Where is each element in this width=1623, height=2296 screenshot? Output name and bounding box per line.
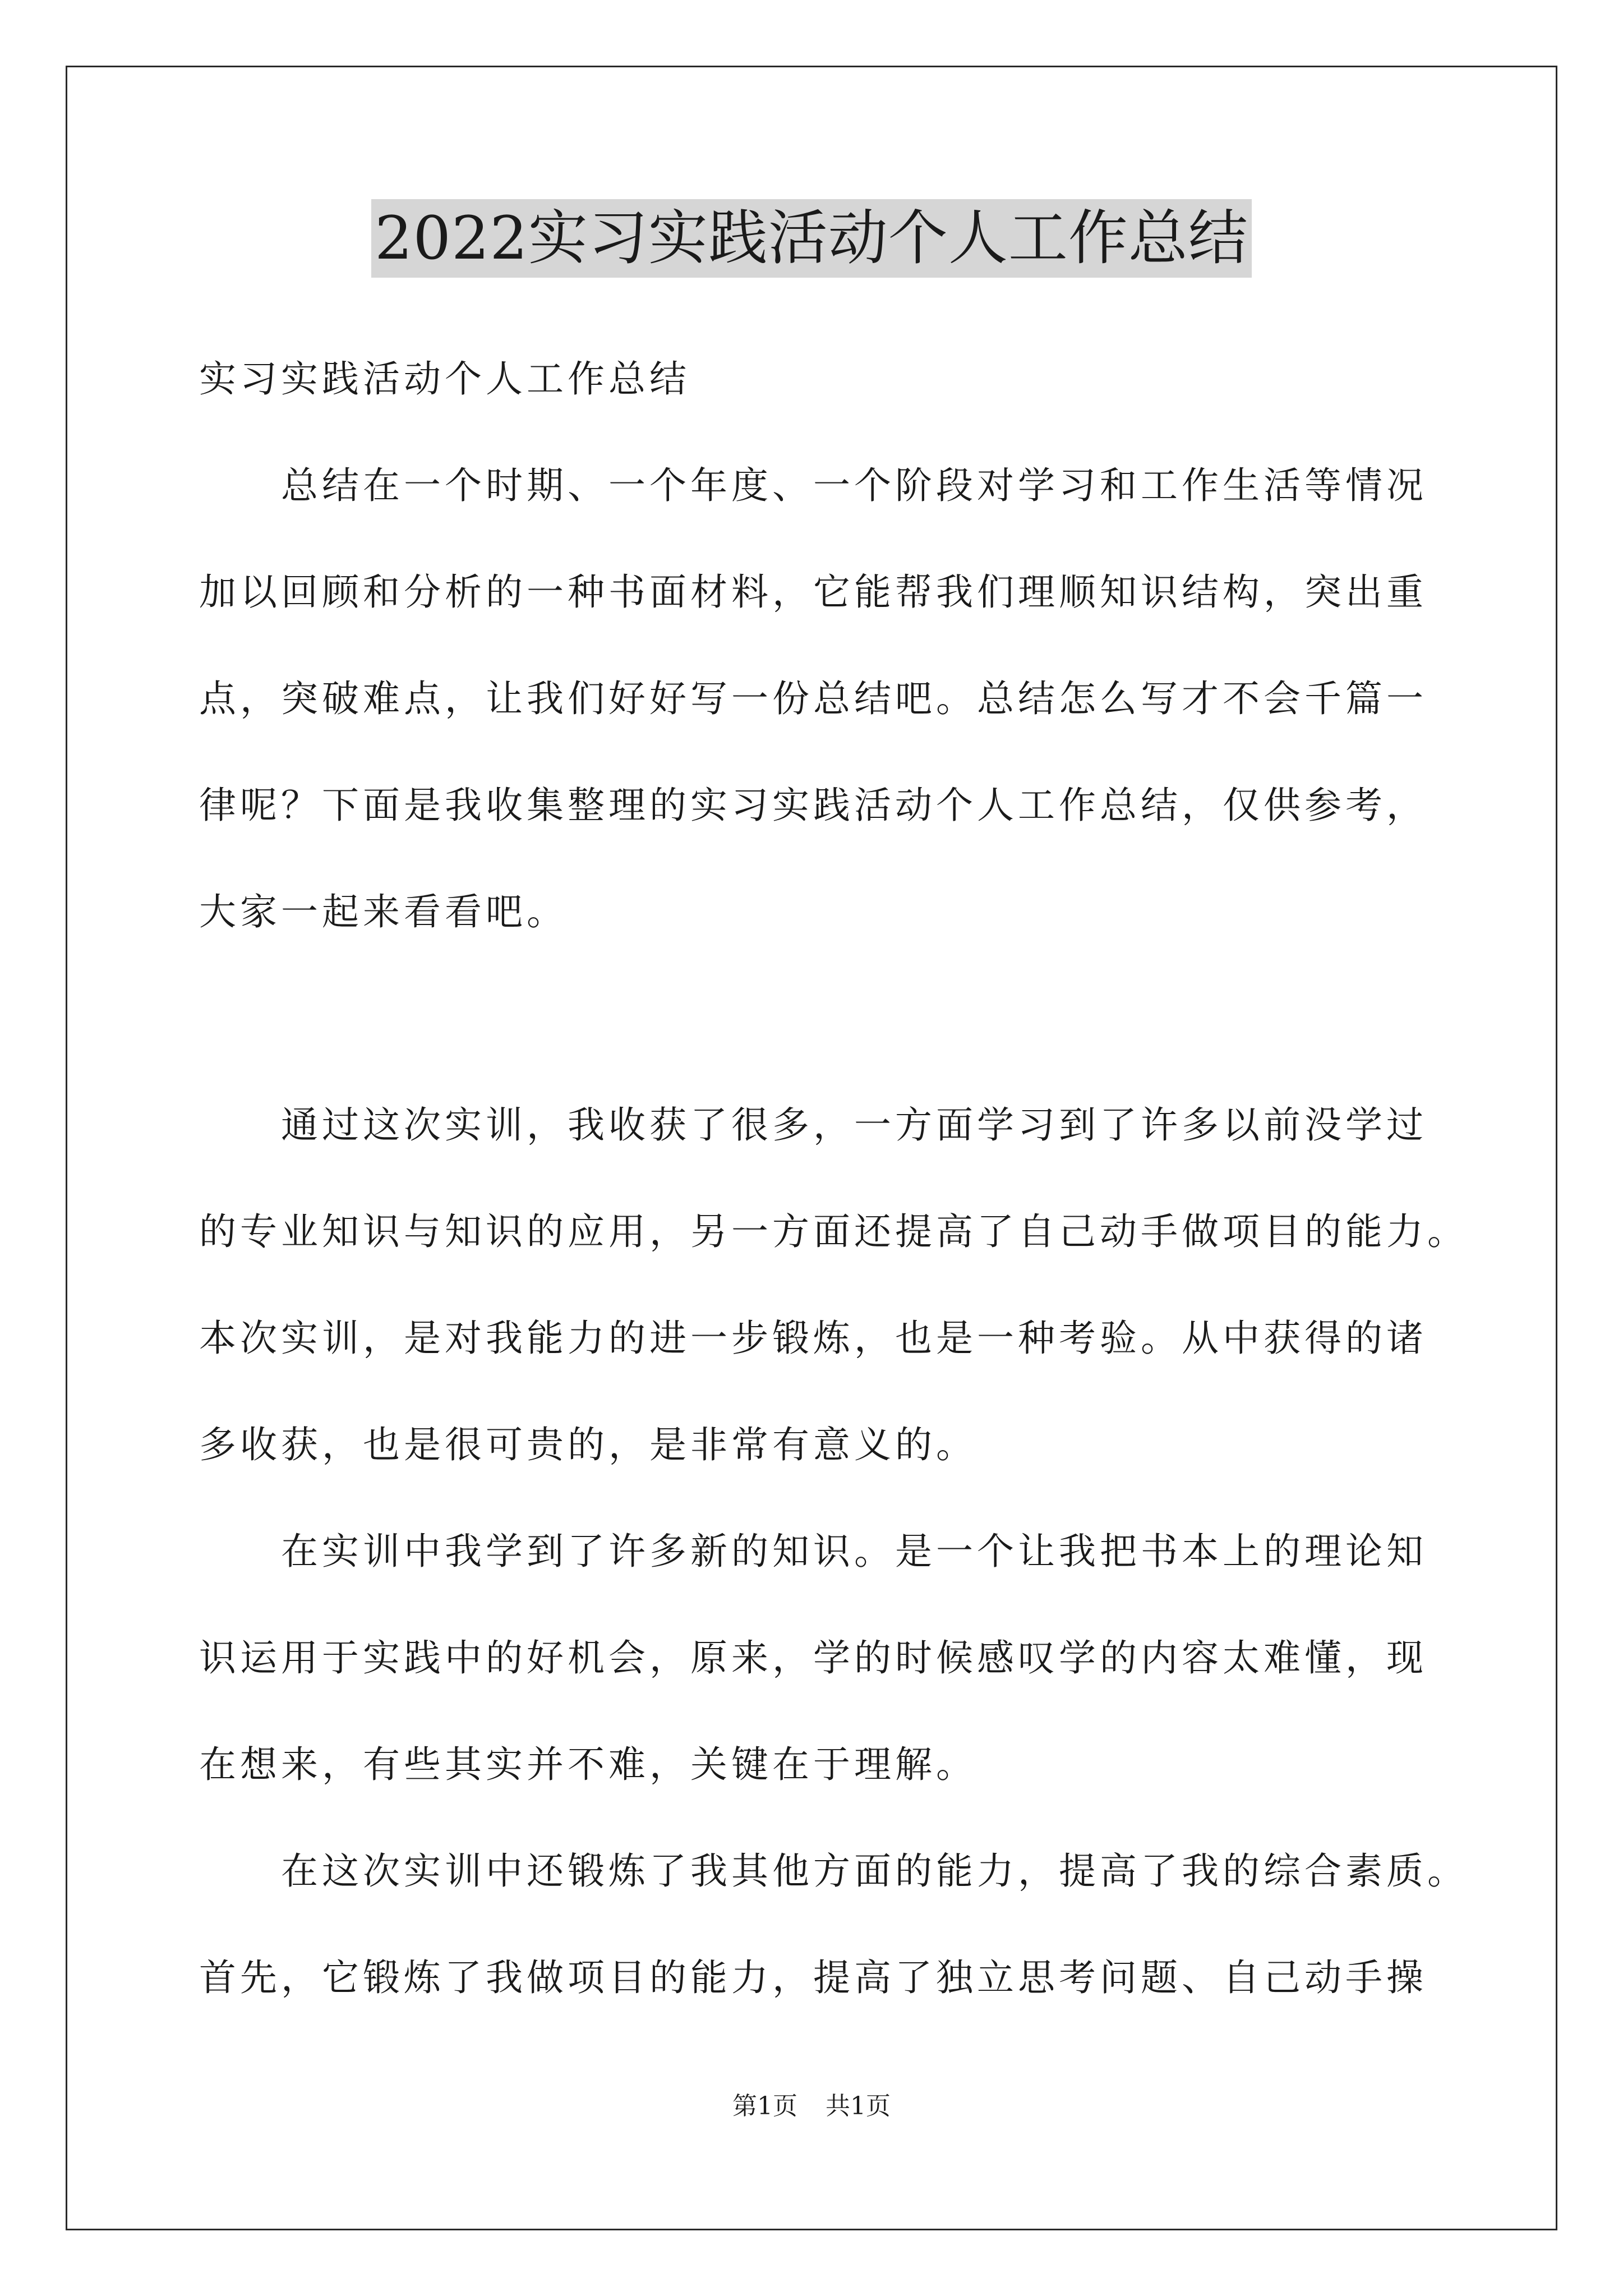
- paragraph-1-line-2: 加以回顾和分析的一种书面材料，它能帮我们理顺知识结构，突出重: [199, 570, 1427, 614]
- paragraph-2-line-3: 本次实训，是对我能力的进一步锻炼，也是一种考验。从中获得的诸: [199, 1317, 1427, 1360]
- page-footer: [0, 2091, 1623, 2122]
- paragraph-3-line-3: 在想来，有些其实并不难，关键在于理解。: [199, 1743, 977, 1786]
- paragraph-1-line-3: 点，突破难点，让我们好好写一份总结吧。总结怎么写才不会千篇一: [199, 677, 1427, 720]
- paragraph-1-line-4: 律呢？下面是我收集整理的实习实践活动个人工作总结，仅供参考，: [199, 784, 1427, 827]
- paragraph-4-line-2: 首先，它锻炼了我做项目的能力，提高了独立思考问题、自己动手操: [199, 1956, 1427, 1999]
- paragraph-2-line-2: 的专业知识与知识的应用，另一方面还提高了自己动手做项目的能力。: [199, 1210, 1468, 1253]
- paragraph-3-line-1: 在实训中我学到了许多新的知识。是一个让我把书本上的理论知: [281, 1530, 1427, 1573]
- page-total: 共1页: [826, 2092, 891, 2120]
- paragraph-4-line-1: 在这次实训中还锻炼了我其他方面的能力，提高了我的综合素质。: [281, 1849, 1468, 1893]
- paragraph-2-line-1: 通过这次实训，我收获了很多，一方面学习到了许多以前没学过: [281, 1103, 1427, 1147]
- paragraph-2-line-4: 多收获，也是很可贵的，是非常有意义的。: [199, 1423, 977, 1466]
- document-title: 2022实习实践活动个人工作总结: [371, 199, 1252, 278]
- paragraph-3-line-2: 识运用于实践中的好机会，原来，学的时候感叹学的内容太难懂，现: [199, 1636, 1427, 1680]
- paragraph-1-line-1: 总结在一个时期、一个年度、一个阶段对学习和工作生活等情况: [281, 464, 1427, 507]
- title-container: [0, 199, 1623, 278]
- document-subtitle: 实习实践活动个人工作总结: [199, 357, 690, 401]
- paragraph-1-line-5: 大家一起来看看吧。: [199, 890, 568, 933]
- page-number: 第1页: [732, 2092, 797, 2120]
